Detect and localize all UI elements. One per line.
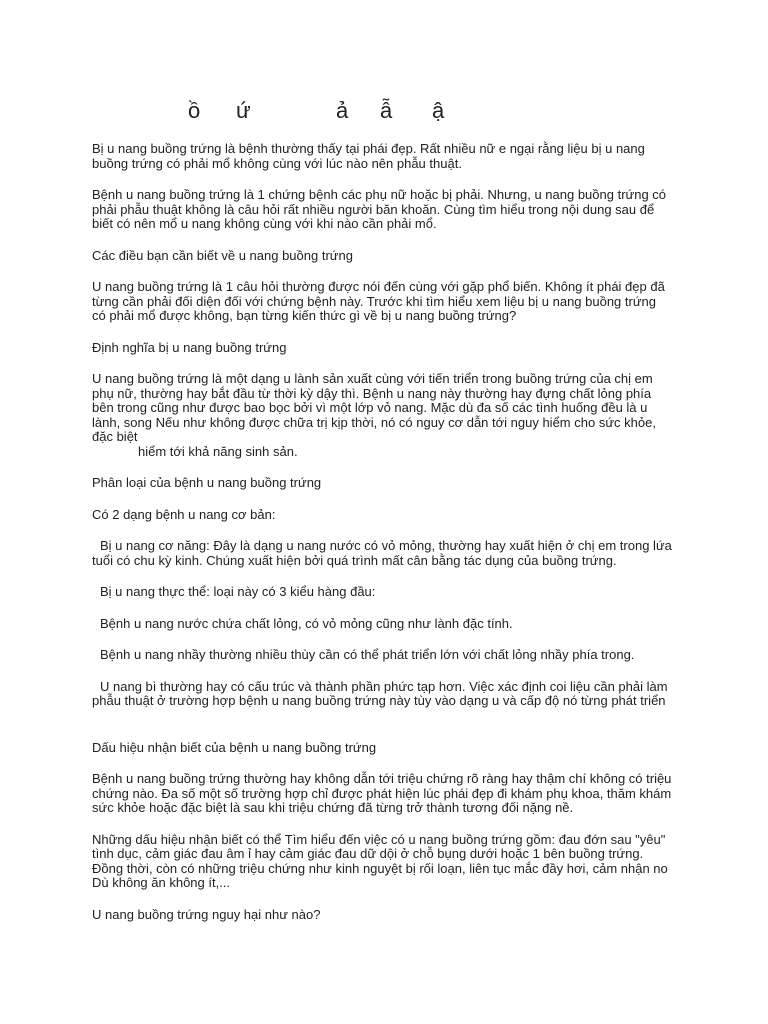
- paragraph: [92, 539, 672, 568]
- paragraph-text: Các điều bạn cần biết về u nang buồng trứng: [92, 247, 353, 263]
- paragraph: [92, 188, 672, 232]
- title-glyph: ứ: [236, 98, 251, 123]
- paragraph: [92, 585, 672, 600]
- paragraph: [92, 741, 672, 756]
- paragraph: [92, 833, 672, 891]
- paragraph-text: U nang buồng trứng nguy hại như nào?: [92, 906, 321, 922]
- paragraph-text: Bị u nang cơ năng: Đây là dạng u nang nước có vỏ mỏng, thường hay xuất hiện ở chị em trong lứa tuổi có chu kỳ kinh. Chúng xuất hiện bởi quá trình mất cân bằng tác dụng của buồng trứng.: [92, 538, 672, 568]
- paragraph-text: Phân loại của bệnh u nang buồng trứng: [92, 475, 322, 490]
- title-glyph: ẫ: [380, 98, 393, 123]
- title-glyph: ậ: [432, 98, 445, 123]
- paragraph-text: Định nghĩa bị u nang buồng trứng: [92, 339, 287, 355]
- paragraph-text: Bệnh u nang buồng trứng là 1 chứng bệnh các phụ nữ hoặc bị phải. Nhưng, u nang buồng trứng có phải phẫu thuật không là câu hỏi rất nhiều người băn khoăn. Cùng tìm hiểu trong nội dung sau để biết có nên mổ u nang không cùng với khi nào cần phải mổ.: [92, 187, 667, 231]
- paragraph: [92, 508, 672, 523]
- paragraph: [92, 648, 672, 663]
- paragraph-text: U nang buồng trứng là một dạng u lành sản xuất cùng với tiến triển trong buồng trứng của chị em phụ nữ, thường hay bắt đầu từ thời kỳ dậy thì. Bệnh u nang này thường hay đựng chất lỏng phía bên trong cũng như được bao bọc bởi vì một lớp vỏ nang. Mặc dù đa số các tình huống đều là u lành, song Nếu như không được chữa trị kịp thời, nó có nguy cơ dẫn tới nguy hiểm cho sức khỏe, đặc biệt: [92, 371, 656, 444]
- paragraph: [92, 249, 672, 264]
- paragraph: [92, 680, 672, 709]
- title-glyph-row: [0, 96, 768, 126]
- paragraph-text: Bị u nang buồng trứng là bệnh thường thấy tại phái đẹp. Rất nhiều nữ e ngại rằng liệu bị u nang buồng trứng có phải mổ không cùng với lúc nào nên phẫu thuật.: [92, 141, 645, 171]
- paragraph-text: Bị u nang thực thể: loại này có 3 kiểu hàng đầu:: [100, 584, 376, 599]
- paragraph-continuation: hiểm tới khả năng sinh sản.: [138, 443, 298, 459]
- paragraph: [92, 142, 672, 171]
- paragraph-text: Bệnh u nang nước chứa chất lỏng, có vỏ mỏng cũng như lành đặc tính.: [100, 615, 513, 631]
- paragraph: [92, 341, 672, 356]
- paragraph: [92, 772, 672, 816]
- paragraph: [92, 908, 672, 923]
- paragraph-text: Có 2 dạng bệnh u nang cơ bản:: [92, 506, 276, 522]
- paragraph-text: Dấu hiệu nhận biết của bệnh u nang buồng trứng: [92, 739, 377, 755]
- paragraph-text: Bệnh u nang nhầy thường nhiều thùy cần có thể phát triển lớn với chất lỏng nhầy phía trong.: [100, 647, 635, 662]
- document-body: [92, 142, 672, 939]
- paragraph: [92, 372, 672, 459]
- paragraph-text: Những dấu hiệu nhận biết có thể Tìm hiểu đến việc có u nang buồng trứng gồm: đau đớn sau "yêu" tình dục, cảm giác đau âm ỉ hay cảm giác đau dữ dội ở chỗ bụng dưới hoặc 1 bên buồng trứng. Đồng thời, còn có những triệu chứng như kinh nguyệt bị rối loạn, liên tục mắc đầy hơi, cảm nhận no Dù không ăn không ít,...: [92, 831, 668, 890]
- paragraph: [92, 280, 672, 324]
- paragraph: [92, 476, 672, 491]
- title-glyph: ồ: [188, 98, 201, 123]
- paragraph-text: U nang bì thường hay có cấu trúc và thành phần phức tạp hơn. Việc xác định coi liệu cần phải làm phẫu thuật ở trường hợp bệnh u nang buồng trứng này tùy vào dạng u và cấp độ nó từng phát triển: [92, 678, 668, 708]
- paragraph-text: U nang buồng trứng là 1 câu hỏi thường được nói đến cùng với gặp phổ biến. Không ít phái đẹp đã từng cần phải đối diện đối với chứng bệnh này. Trước khi tìm hiểu xem liệu bị u nang buồng trứng có phải mổ được không, bạn từng kiến thức gì về bị u nang buồng trứng?: [92, 279, 665, 323]
- paragraph-text: Bệnh u nang buồng trứng thường hay không dẫn tới triệu chứng rõ ràng hay thậm chí không có triệu chứng nào. Đa số một số trường hợp chỉ được phát hiện lúc phái đẹp đi khám phụ khoa, thăm khám sức khỏe hoặc đặc biệt là sau khi triệu chứng đã từng trở thành tương đối nặng nề.: [92, 771, 672, 815]
- paragraph: [92, 617, 672, 632]
- title-glyph: ả: [336, 98, 349, 123]
